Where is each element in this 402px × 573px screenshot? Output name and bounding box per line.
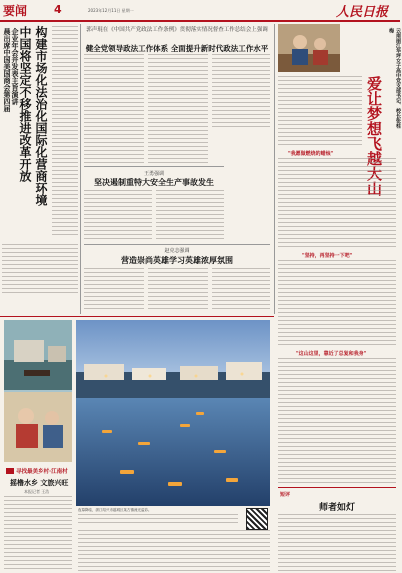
left-headline-secondary: 构建市场化法治化国际化营商环境 (34, 26, 48, 206)
center-top-body-2 (148, 54, 208, 164)
water-town-night-photo (76, 320, 270, 506)
right-section-3: "这山这里，靠近了总复和我身" (296, 351, 367, 357)
commentary-body (278, 514, 396, 572)
tag-marker (6, 468, 14, 474)
feature-tag: 寻找最美乡村·江南村 (16, 469, 68, 475)
divider (84, 244, 270, 245)
column-divider (274, 24, 275, 314)
newspaper-logo: 人民日报 (336, 5, 389, 20)
village-photos (4, 320, 72, 462)
feature-headline: 摇橹水乡 文旅兴旺 (10, 478, 69, 487)
center-top-headline: 健全党领导政法工作体系 全面提升新时代政法工作水平 (85, 44, 269, 53)
center-mid-body-1 (84, 190, 152, 242)
center-lower-body-2 (148, 268, 208, 310)
divider (84, 166, 224, 167)
divider (278, 487, 396, 488)
feature-byline: 本报记者 王浩 (24, 489, 50, 494)
photo-caption-continued (78, 514, 238, 526)
section-title: 要闻 (3, 4, 28, 18)
divider (0, 316, 274, 317)
column-divider (80, 24, 81, 314)
right-body-2 (278, 158, 396, 250)
left-body-text (52, 26, 78, 236)
feature-body-text (4, 496, 72, 572)
page-number: 4 (54, 3, 62, 16)
right-kicker: 云南丽江华坪女子高中党支部书记、校长张桂梅 (388, 28, 401, 128)
left-lower-body-text (2, 244, 78, 294)
left-side-note-1: 晨出席中国美国商会第四届 (3, 28, 12, 112)
center-mid-body-2 (156, 190, 224, 242)
commentary-headline: 师者如灯 (318, 503, 355, 513)
issue-date: 2023年12月11日 星期一 (88, 8, 134, 13)
center-top-body-3 (212, 54, 270, 129)
right-body-4 (278, 358, 396, 484)
right-section-1: "我愿做燃烧的蜡烛" (288, 151, 334, 157)
center-lower-headline: 营造崇尚英雄学习英雄浓厚氛围 (121, 255, 233, 265)
center-mid-kicker: 王勇强调 (143, 171, 164, 177)
qr-code[interactable] (246, 508, 268, 530)
left-headline-main: 中国将坚定不移推进改革开放 (18, 26, 32, 182)
commentary-tag: 短评 (280, 492, 291, 498)
right-body-1 (278, 76, 362, 146)
right-headline: 爱让梦想飞越大山 (365, 76, 383, 196)
lower-body-text (78, 530, 270, 572)
right-section-2: "坚持，再坚持一下吧" (302, 253, 353, 259)
center-lower-body-3 (212, 268, 270, 310)
right-body-3 (278, 260, 396, 348)
center-top-kicker: 郭声琨在《中国共产党政法工作条例》贯彻落实情况督查工作总结会上强调 (86, 27, 268, 33)
center-top-body-1 (84, 54, 144, 164)
portrait-photo (278, 24, 340, 72)
center-lower-kicker: 赵克志强调 (164, 248, 190, 254)
center-mid-headline: 坚决遏制重特大安全生产事故发生 (94, 177, 214, 187)
photo-caption: 夜幕降临，浙江绍兴市越城区某古镇流光溢彩。 (78, 508, 152, 512)
left-side-note-2: 企业年会并发表主旨演讲 (11, 28, 20, 105)
center-lower-body-1 (84, 268, 144, 310)
